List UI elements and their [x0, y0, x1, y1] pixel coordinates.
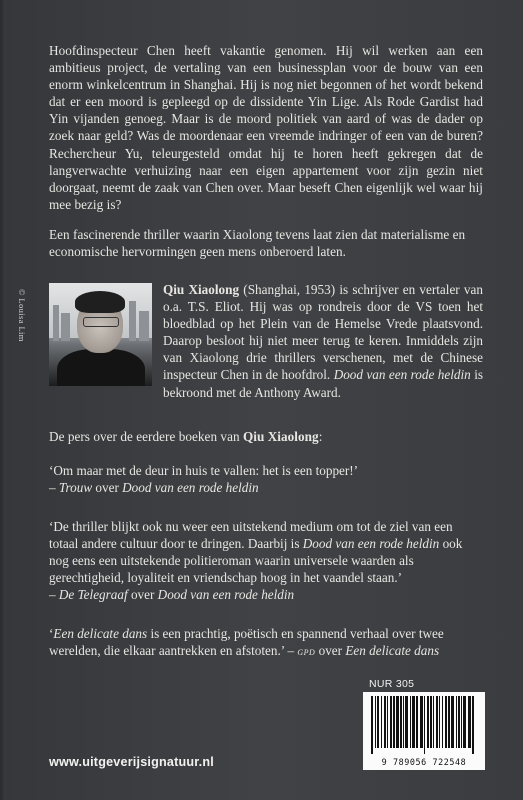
author-name: Qiu Xiaolong — [242, 429, 319, 444]
isbn-number: 9 789056 722548 — [381, 757, 467, 767]
barcode-bar — [456, 696, 457, 748]
book-title: Een delicate dans — [53, 626, 148, 641]
barcode-bar — [377, 696, 379, 748]
barcode-bars — [369, 696, 479, 754]
quote-source: De Telegraaf — [58, 587, 128, 603]
barcode-bar — [396, 696, 399, 748]
barcode-bar — [371, 696, 373, 754]
barcode-bar — [416, 696, 418, 748]
photo-skyline — [53, 305, 59, 341]
barcode-bar — [393, 696, 395, 748]
book-title: Dood van een rode heldin — [302, 536, 440, 552]
photo-skyline — [61, 313, 70, 341]
barcode-bar — [405, 696, 408, 748]
barcode-bar — [458, 696, 460, 748]
press-quote: ‘Een delicate dans is een prachtig, poëtisch en spannend verhaal over twee werelden, die elkaar aantrekken en afstoten.’ – gpd over Een delicate dans — [49, 626, 444, 659]
synopsis-paragraph: Hoofdinspecteur Chen heeft vakantie genomen. Hij wil werken aan een ambitieus project, de vertaling van een businessplan voor de bouw van een enorm winkelcentrum in Shanghai. Hij is nog niet begonnen of het wordt bekend dat er een moord is gepleegd op de dissidente Yin Lige. Als Rode Gardist had Yin vijanden genoeg. Maar is de moord politiek van aard of was de dader op zoek naar geld? Was de moordenaar een vreemde indringer of een van de buren? Rechercheur Yu, teleurgesteld omdat hij te horen heeft gekregen dat de langverwachte verhuizing naar een eigen appartement voor zijn gezin niet doorgaat, neemt de zaak van Chen over. Maar beseft Chen eigenlijk wel waar hij mee bezig is? — [49, 43, 483, 212]
barcode-bar — [433, 696, 434, 748]
quote-attribution: – De Telegraaf over Dood van een rode heldin — [49, 587, 295, 603]
barcode-bar — [468, 696, 471, 748]
press-quote — [49, 462, 483, 496]
barcode-bar — [390, 696, 392, 748]
photo-glasses — [83, 317, 119, 327]
book-title: Dood van een rode heldin — [157, 587, 295, 603]
barcode-bar — [384, 696, 386, 748]
barcode-bar — [436, 696, 438, 748]
barcode-bar — [442, 696, 443, 748]
author-name: Qiu Xiaolong — [163, 282, 240, 297]
isbn-barcode — [363, 692, 485, 770]
barcode-bar — [410, 696, 411, 748]
barcode-bar — [412, 696, 415, 748]
quote-source: Trouw — [58, 480, 93, 496]
press-intro: De pers over de eerdere boeken van Qiu Xiaolong: — [49, 429, 323, 444]
book-title: Dood van een rode heldin — [333, 367, 471, 383]
barcode-bar — [445, 696, 447, 748]
spine-edge — [0, 0, 6, 800]
barcode-bar — [461, 696, 462, 748]
barcode-bar — [430, 696, 432, 748]
quote-attribution: – Trouw over Dood van een rode heldin — [49, 480, 259, 496]
barcode-bar — [472, 696, 474, 754]
barcode-bar — [448, 696, 450, 748]
barcode-bar — [427, 696, 429, 748]
photo-body — [57, 349, 145, 386]
nur-code: NUR 305 — [369, 678, 415, 690]
barcode-bar — [439, 696, 440, 748]
author-bio: Qiu Xiaolong (Shanghai, 1953) is schrijver en vertaler van o.a. T.S. Eliot. Hij was op rondreis door de VS toen het bloedblad op het Plein van de Hemelse Vrede plaatsvond. Daarop besloot hij niet meer terug te keren. Inmiddels zijn van Xiaolong drie thrillers verschenen, met de Chinese inspecteur Chen in de hoofdrol. Dood van een rode heldin is bekroond met de Anthony Award. — [163, 282, 484, 400]
photo-skyline — [129, 301, 136, 341]
barcode-bar — [375, 696, 376, 748]
barcode-bar — [420, 696, 423, 748]
photo-hair — [75, 291, 125, 313]
quote-source: gpd — [297, 646, 316, 659]
book-title: Dood van een rode heldin — [122, 480, 259, 496]
barcode-bar — [387, 696, 388, 748]
barcode-bar — [424, 696, 425, 754]
tagline-paragraph: Een fascinerende thriller waarin Xiaolong tevens laat zien dat materialisme en economische hervormingen geen mens onberoerd laten. — [49, 227, 466, 260]
quote-text: ‘Om maar met de deur in huis te vallen: het is een topper!’ — [49, 463, 359, 478]
barcode-bar — [463, 696, 466, 748]
book-back-cover: Hoofdinspecteur Chen heeft vakantie genomen. Hij wil werken aan een ambitieus project, de vertaling van een businessplan voor de bouw van een enorm winkelcentrum in Shanghai. Hij is nog niet begonnen of het wordt bekend dat er een moord is gepleegd op de dissidente Yin Lige. Als Rode Gardist had Yin vijanden genoeg. Maar is de moord politiek van aard of was de dader op zoek naar geld? Was de moordenaar een vreemde indringer of een van de buren? Rechercheur Yu, teleurgesteld omdat hij te horen heeft gekregen dat de langverwachte verhuizing naar een eigen appartement voor zijn gezin niet doorgaat, neemt de zaak van Chen over. Maar beseft Chen eigenlijk wel waar hij mee bezig is? Een fascinerende thriller waarin Xiaolong tevens laat zien dat materialisme en economische hervormingen geen mens onberoerd laten. © Louisa Lim Qiu Xiaolong (Shanghai, 1953) is schrijver en vertaler van o.a. T.S. Eliot. Hij was op rondreis door de VS toen het bloedblad op het Plein van de Hemelse Vrede plaatsvond. Daarop besloot hij niet meer terug te keren. Inmiddels zijn van Xiaolong drie thrillers verschenen, met de Chinese inspecteur Chen in de hoofdrol. Dood van een rode heldin is bekroond met de Anthony Award. De pers over de eerdere boeken van Qiu Xiaolong: ‘Om maar met de deur in huis te vallen: het is een topper!’ – Trouw over Dood van een rode heldin ‘De thriller blijkt ook nu weer een uitstekend medium om tot de ziel van een totaal andere cultuur door te dringen. Daarbij is Dood van een rode heldin ook nog eens een uitstekende politieroman waarin universele waarden als gerechtigheid, loyaliteit en vriendschap hoog in het vaandel staan.’ – De Telegraaf over Dood van een rode heldin ‘Een delicate dans is een prachtig, poëtisch en spannend verhaal over twee werelden, die elkaar aantrekken en afstoten.’ – gpd over Een delicate dans NUR 305 9 789056 722548 www.uitgeverijsignatuur.nl — [0, 0, 523, 800]
book-title: Een delicate dans — [345, 643, 440, 659]
barcode-bar — [400, 696, 402, 748]
publisher-website: www.uitgeverijsignatuur.nl — [49, 755, 214, 769]
barcode-bar — [403, 696, 404, 748]
barcode-bar — [451, 696, 454, 748]
press-quote — [49, 518, 483, 603]
barcode-bar — [381, 696, 382, 748]
quote-text: ‘De thriller blijkt ook nu weer een uitstekend medium om tot de ziel van een totaal andere cultuur door te dringen. Daarbij is Dood van een rode heldin ook nog eens een uitstekende politieroman waarin universele waarden als gerechtigheid, loyaliteit en vriendschap hoog in het vaandel staan.’ — [49, 519, 463, 586]
author-photo — [49, 283, 152, 386]
photo-skyline — [139, 311, 149, 341]
